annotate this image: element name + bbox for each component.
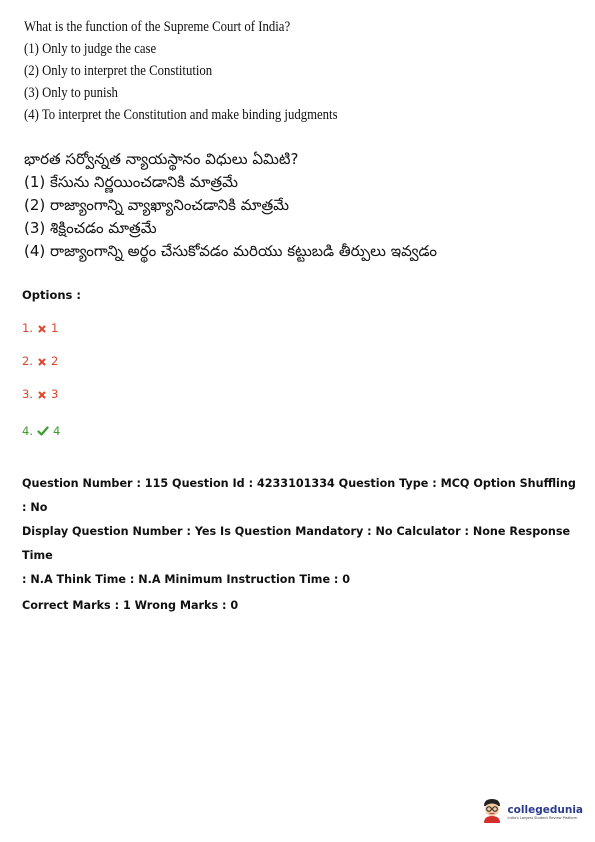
meta-line-2: Display Question Number : Yes Is Question Mandatory : No Calculator : None Response Time <box>22 525 571 562</box>
question-english <box>24 16 499 126</box>
option-value: 1 <box>50 321 59 335</box>
option-value: 2 <box>50 354 59 368</box>
options-label: Options : <box>22 288 81 302</box>
cross-icon <box>37 356 47 366</box>
cross-icon <box>37 323 47 333</box>
option-value: 3 <box>50 387 59 401</box>
question-text-telugu: భారత సర్వోన్నత న్యాయస్థానం విధులు ఏమిటి? <box>24 150 299 168</box>
question-text: What is the function of the Supreme Court of India? <box>24 19 291 35</box>
logo-brand: collegedunia <box>507 804 583 816</box>
checkmark-icon <box>37 425 49 437</box>
question-choice-3: (3) Only to punish <box>24 85 118 101</box>
question-choice-4-telugu: (4) రాజ్యాంగాన్ని అర్థం చేసుకోవడం మరియు కట్టుబడి తీర్పులు ఇవ్వడం <box>24 242 437 260</box>
option-number: 4. <box>22 424 33 438</box>
meta-line-1: Question Number : 115 Question Id : 4233101334 Question Type : MCQ Option Shuffling : No <box>22 477 576 514</box>
question-meta <box>22 472 577 618</box>
collegedunia-logo <box>480 797 583 828</box>
question-choice-2-telugu: (2) రాజ్యాంగాన్ని వ్యాఖ్యానించడానికి మాత్రమే <box>24 196 290 214</box>
meta-line-3: : N.A Think Time : N.A Minimum Instruction Time : 0 <box>22 573 351 586</box>
option-3 <box>22 387 58 401</box>
option-1 <box>22 321 58 335</box>
option-4 <box>22 424 60 438</box>
question-choice-1-telugu: (1) కేసును నిర్ణయించడానికి మాత్రమే <box>24 173 238 191</box>
option-value: 4 <box>52 424 61 438</box>
question-choice-3-telugu: (3) శిక్షించడం మాత్రమే <box>24 219 157 237</box>
logo-tagline: India's Largest Student Review Platform <box>507 816 578 820</box>
option-number: 1. <box>22 321 33 335</box>
meta-line-4: Correct Marks : 1 Wrong Marks : 0 <box>22 599 239 612</box>
option-2 <box>22 354 58 368</box>
option-number: 2. <box>22 354 33 368</box>
question-choice-1: (1) Only to judge the case <box>24 41 157 57</box>
question-choice-4: (4) To interpret the Constitution and make binding judgments <box>24 107 338 123</box>
question-choice-2: (2) Only to interpret the Constitution <box>24 63 213 79</box>
student-mascot-icon <box>480 797 504 828</box>
option-number: 3. <box>22 387 33 401</box>
question-telugu <box>24 148 564 263</box>
cross-icon <box>37 389 47 399</box>
